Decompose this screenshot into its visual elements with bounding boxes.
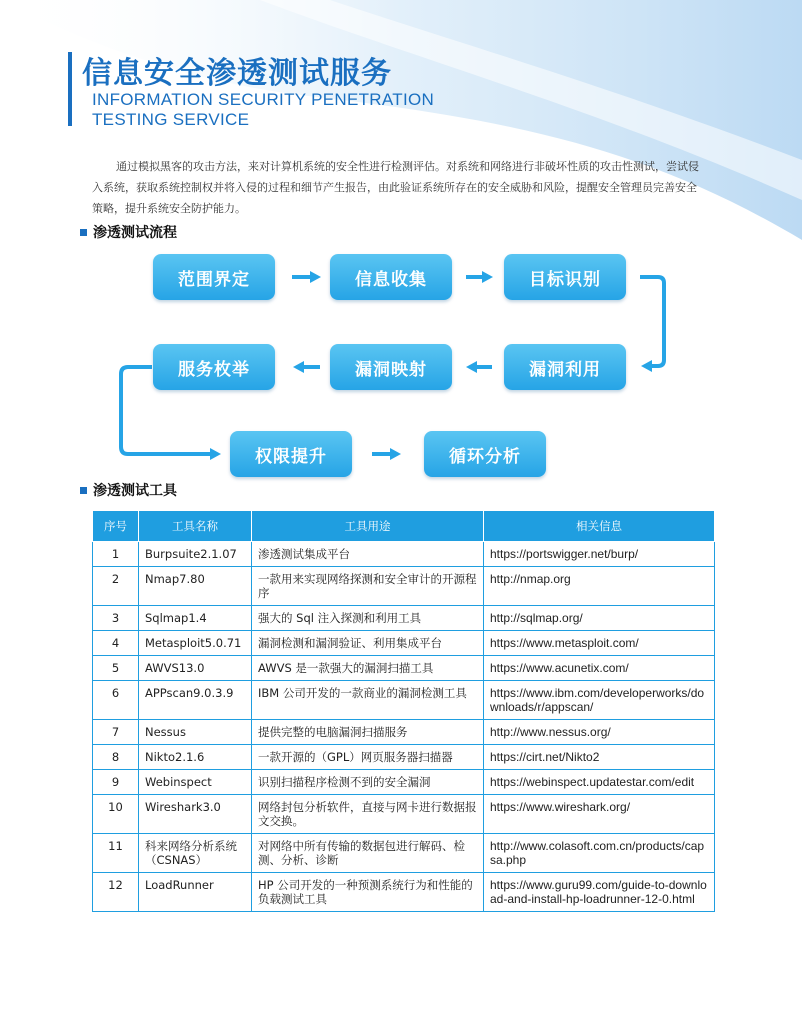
cell-tool-purpose: AWVS 是一款强大的漏洞扫描工具: [252, 656, 484, 681]
cell-tool-name: Nikto2.1.6: [139, 745, 252, 770]
cell-tool-name: Webinspect: [139, 770, 252, 795]
cell-tool-link: https://www.wireshark.org/: [484, 795, 715, 834]
cell-tool-name: LoadRunner: [139, 873, 252, 912]
col-header-info: 相关信息: [484, 511, 715, 542]
cell-index: 12: [93, 873, 139, 912]
cell-tool-purpose: 渗透测试集成平台: [252, 542, 484, 567]
table-row: [93, 567, 715, 606]
cell-tool-purpose: 提供完整的电脑漏洞扫描服务: [252, 720, 484, 745]
tools-heading: [80, 480, 177, 500]
tools-table: [92, 510, 715, 912]
col-header-index: 序号: [93, 511, 139, 542]
table-row: [93, 873, 715, 912]
subtitle-line-2: TESTING SERVICE: [92, 110, 250, 129]
page-subtitle: [92, 90, 512, 130]
step-info-gathering: 信息收集: [330, 254, 452, 300]
title-accent-bar: [68, 52, 72, 126]
step-privilege-escalation: 权限提升: [230, 431, 352, 477]
cell-tool-link: http://nmap.org: [484, 567, 715, 606]
cell-tool-name: 科来网络分析系统（CSNAS）: [139, 834, 252, 873]
cell-tool-link: https://cirt.net/Nikto2: [484, 745, 715, 770]
col-header-name: 工具名称: [139, 511, 252, 542]
cell-tool-name: AWVS13.0: [139, 656, 252, 681]
table-row: [93, 795, 715, 834]
cell-index: 7: [93, 720, 139, 745]
cell-tool-link: https://www.ibm.com/developerworks/downloads/r/appscan/: [484, 681, 715, 720]
cell-index: 11: [93, 834, 139, 873]
cell-tool-name: Nmap7.80: [139, 567, 252, 606]
cell-tool-purpose: 一款用来实现网络探测和安全审计的开源程序: [252, 567, 484, 606]
table-header-row: [93, 511, 715, 542]
cell-tool-link: https://www.guru99.com/guide-to-download-and-install-hp-loadrunner-12-0.html: [484, 873, 715, 912]
cell-tool-purpose: 漏洞检测和漏洞验证、利用集成平台: [252, 631, 484, 656]
step-exploitation: 漏洞利用: [504, 344, 626, 390]
cell-tool-link: http://www.colasoft.com.cn/products/capsa.php: [484, 834, 715, 873]
intro-paragraph: 通过模拟黑客的攻击方法，来对计算机系统的安全性进行检测评估。对系统和网络进行非破坏性质的攻击性测试，尝试侵入系统，获取系统控制权并将入侵的过程和细节产生报告，由此验证系统所存在的安全威胁和风险，提醒安全管理员完善安全策略，提升系统安全防护能力。: [92, 160, 699, 215]
cell-index: 1: [93, 542, 139, 567]
cell-index: 10: [93, 795, 139, 834]
table-row: [93, 770, 715, 795]
table-row: [93, 606, 715, 631]
table-row: [93, 720, 715, 745]
step-scope: 范围界定: [153, 254, 275, 300]
cell-index: 2: [93, 567, 139, 606]
cell-tool-name: Sqlmap1.4: [139, 606, 252, 631]
section-square-icon: [80, 229, 87, 236]
cell-tool-name: Metasploit5.0.71: [139, 631, 252, 656]
step-cycle-analysis: 循环分析: [424, 431, 546, 477]
cell-tool-link: https://www.acunetix.com/: [484, 656, 715, 681]
cell-index: 8: [93, 745, 139, 770]
subtitle-line-1: INFORMATION SECURITY PENETRATION: [92, 90, 435, 109]
cell-tool-purpose: 识别扫描程序检测不到的安全漏洞: [252, 770, 484, 795]
cell-index: 9: [93, 770, 139, 795]
section-square-icon: [80, 487, 87, 494]
cell-tool-purpose: 强大的 Sql 注入探测和利用工具: [252, 606, 484, 631]
cell-tool-name: Wireshark3.0: [139, 795, 252, 834]
cell-tool-purpose: 一款开源的（GPL）网页服务器扫描器: [252, 745, 484, 770]
cell-tool-link: https://www.metasploit.com/: [484, 631, 715, 656]
cell-tool-name: Nessus: [139, 720, 252, 745]
cell-tool-purpose: IBM 公司开发的一款商业的漏洞检测工具: [252, 681, 484, 720]
cell-tool-link: http://sqlmap.org/: [484, 606, 715, 631]
cell-tool-purpose: 对网络中所有传输的数据包进行解码、检测、分析、诊断: [252, 834, 484, 873]
process-heading: [80, 222, 177, 242]
col-header-purpose: 工具用途: [252, 511, 484, 542]
table-row: [93, 834, 715, 873]
step-service-enum: 服务枚举: [153, 344, 275, 390]
cell-index: 4: [93, 631, 139, 656]
table-row: [93, 631, 715, 656]
cell-index: 6: [93, 681, 139, 720]
cell-tool-name: Burpsuite2.1.07: [139, 542, 252, 567]
page-title: 信息安全渗透测试服务: [82, 56, 392, 91]
cell-index: 3: [93, 606, 139, 631]
table-row: [93, 542, 715, 567]
cell-tool-link: http://www.nessus.org/: [484, 720, 715, 745]
table-row: [93, 681, 715, 720]
table-row: [93, 656, 715, 681]
cell-tool-purpose: HP 公司开发的一种预测系统行为和性能的负载测试工具: [252, 873, 484, 912]
cell-tool-name: APPscan9.0.3.9: [139, 681, 252, 720]
cell-tool-link: https://portswigger.net/burp/: [484, 542, 715, 567]
cell-index: 5: [93, 656, 139, 681]
tools-heading-label: 渗透测试工具: [93, 483, 177, 499]
step-target-identification: 目标识别: [504, 254, 626, 300]
process-heading-label: 渗透测试流程: [93, 225, 177, 241]
table-row: [93, 745, 715, 770]
cell-tool-link: https://webinspect.updatestar.com/edit: [484, 770, 715, 795]
cell-tool-purpose: 网络封包分析软件，直接与网卡进行数据报文交换。: [252, 795, 484, 834]
step-vuln-mapping: 漏洞映射: [330, 344, 452, 390]
